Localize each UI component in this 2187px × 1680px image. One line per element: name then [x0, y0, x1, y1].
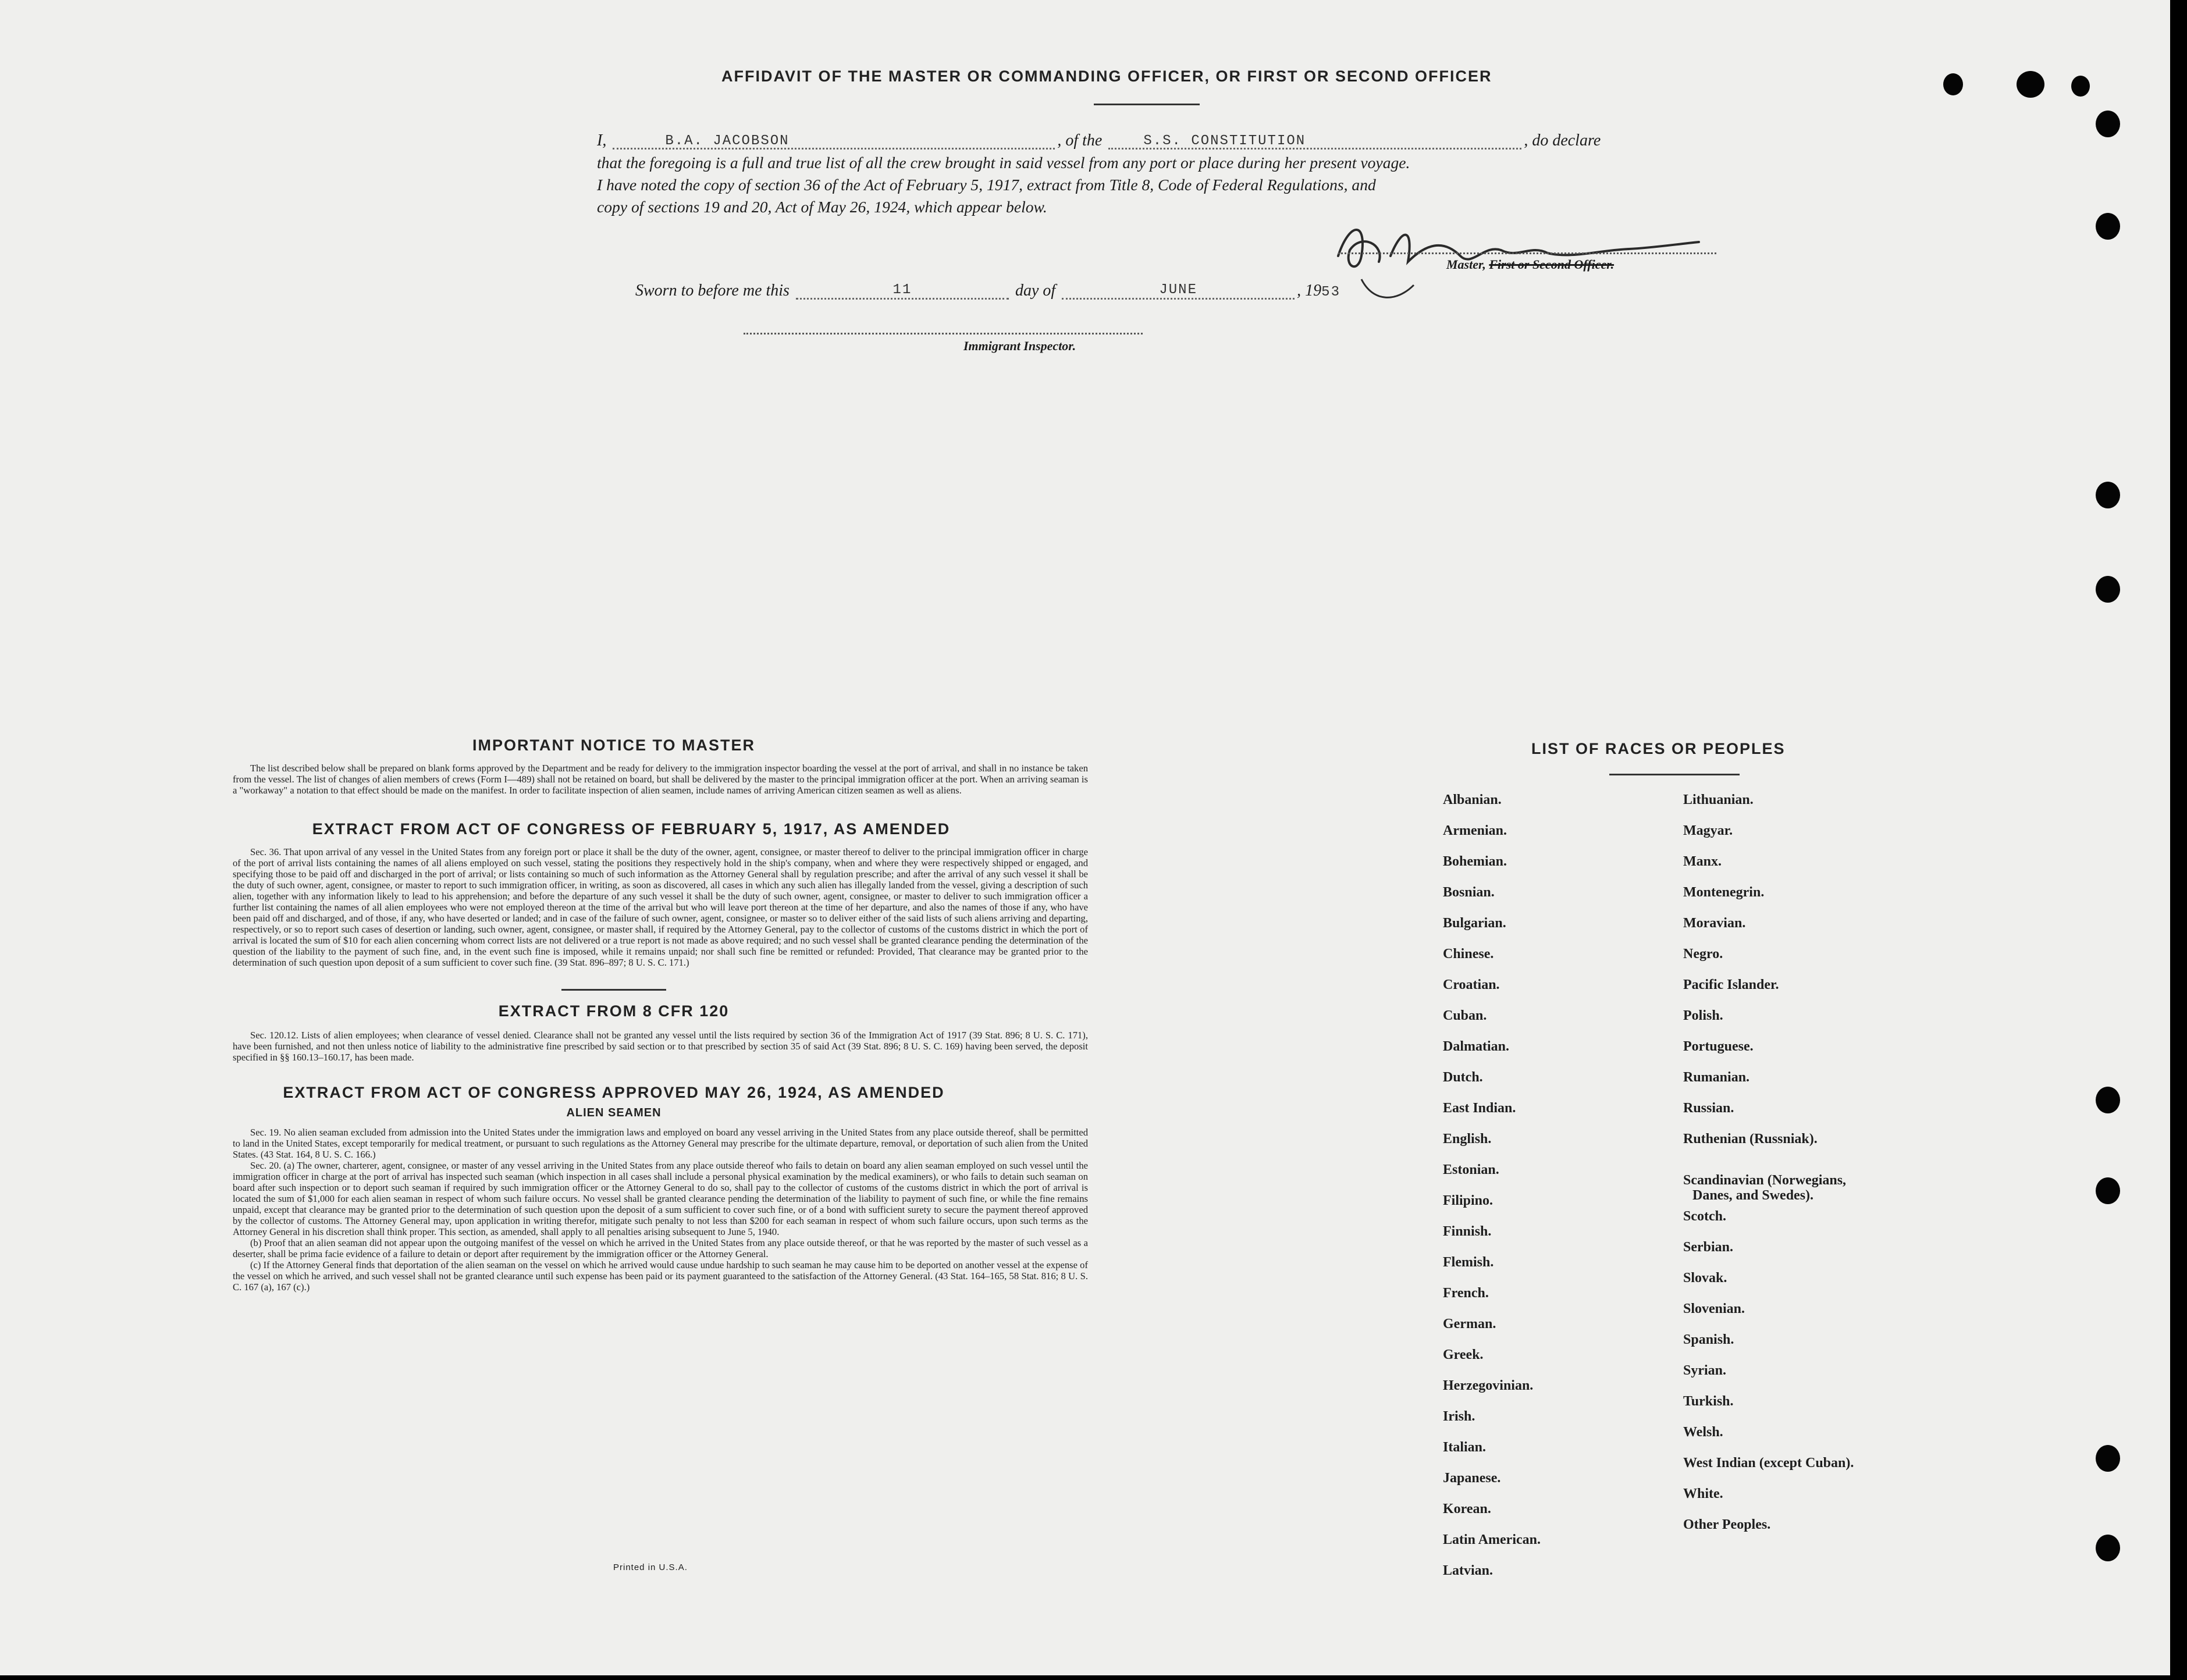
day-of-label: day of: [1015, 282, 1056, 300]
race-item: Filipino.: [1443, 1193, 1493, 1208]
race-item: Serbian.: [1683, 1240, 1734, 1255]
race-item: Korean.: [1443, 1501, 1491, 1517]
vessel-prefix: , of the: [1057, 131, 1103, 150]
punch-hole: [1943, 73, 1963, 95]
cfr-body: Sec. 120.12. Lists of alien employees; when clearance of vessel denied. Clearance shall not be granted any vessel until the lists required by section 36 of the Immigration Act of 1917 (39 Stat. 896; 8 U. S. C. 171), have been furnished, and not then unless notice of liability to the administrative fine prescribed by said section or to that prescribed by section 35 of said Act (39 Stat. 896; 8 U. S. C. 169) having been served, the deposit specified in §§ 160.13–160.17, has been made.: [233, 1030, 1088, 1063]
punch-hole: [2071, 76, 2090, 97]
sworn-year: 53: [1321, 284, 1340, 300]
sworn-day: 11: [892, 282, 912, 298]
races-title: LIST OF RACES OR PEOPLES: [1531, 740, 1786, 757]
race-item: Flemish.: [1443, 1255, 1494, 1270]
printed-in-usa: Printed in U.S.A.: [613, 1562, 688, 1572]
race-item: Bosnian.: [1443, 885, 1495, 900]
punch-hole: [2096, 111, 2120, 137]
race-item: Irish.: [1443, 1409, 1475, 1424]
race-item: Bohemian.: [1443, 854, 1507, 869]
race-item: Herzegovinian.: [1443, 1378, 1534, 1393]
race-item: Slovenian.: [1683, 1301, 1745, 1316]
race-item: Danes, and Swedes).: [1692, 1188, 1814, 1203]
declare-suffix: , do declare: [1524, 131, 1601, 150]
name-field: [613, 129, 1055, 150]
extract-1917-body: Sec. 36. That upon arrival of any vessel in the United States from any foreign port or place it shall be the duty of the owner, agent, consignee, or master thereof to deliver to the principal immigration officer in charge of the port of arrival lists containing the names of all aliens employed on such vessel, stating the positions they respectively hold in the ship's company, when and where they were respectively shipped or engaged, and specifying those to be paid off and discharged in the port of arrival; or lists containing so much of such information as the Attorney General shall by regulation prescribe; and after the arrival of any such vessel it shall be the duty of such owner, agent, consignee, or master to report to such immigration officer, in writing, as soon as discovered, all cases in which any such alien has illegally landed from the vessel, giving a description of such alien, together with any information likely to lead to his apprehension; and before the departure of any such vessel it shall be the duty of such owner, agent, consignee, or master to deliver to such immigration officer a further list containing the names of all alien employees who were not employed thereon at the time of the arrival but who will leave port thereon at the time of her departure, and also the names of those if any, who have been paid off and discharged, and of those, if any, who have deserted or landed; and in case of the failure of such owner, agent, consignee, or master so to deliver either of the said lists of such aliens arriving and departing, respectively, or so to report such cases of desertion or landing, such owner, agent, consignee, or master shall, if required by the Attorney General, pay to the collector of customs of the customs district in which the port of arrival is located the sum of $10 for each alien concerning whom correct lists are not delivered or a true report is not made as above required; and no such vessel shall be granted clearance pending the determination of the question of the liability to the payment of such fine, and, in the event such fine is imposed, while it remains unpaid; nor shall such fine be remitted or refunded: Provided, That clearance may be granted prior to the determination of such question upon deposit of a sum sufficient to cover such fine. (39 Stat. 896–897; 8 U. S. C. 171.): [233, 846, 1088, 968]
races-column-2: [1683, 792, 1854, 1548]
race-item: Lithuanian.: [1683, 792, 1754, 807]
race-item: Croatian.: [1443, 977, 1500, 992]
race-item: Albanian.: [1443, 792, 1502, 807]
punch-hole: [2096, 1087, 2120, 1113]
races-title-underline: [1609, 774, 1740, 775]
race-item: Syrian.: [1683, 1363, 1727, 1378]
affidavit-title: AFFIDAVIT OF THE MASTER OR COMMANDING OFFICER, OR FIRST OR SECOND OFFICER: [721, 67, 1492, 85]
race-item: Moravian.: [1683, 916, 1746, 931]
alien-seamen-subtitle: ALIEN SEAMEN: [566, 1106, 662, 1119]
race-item: Latin American.: [1443, 1532, 1541, 1547]
punch-hole: [2096, 1445, 2120, 1472]
section-20c: (c) If the Attorney General finds that deportation of the alien seaman on the vessel on which he arrived would cause undue hardship to such seaman he may cause him to be deported on another vessel at the expense of the vessel on which he arrived, and such vessel shall not be granted clearance until such expense has been paid or its payment guaranteed to the satisfaction of the Attorney General. (43 Stat. 164–165, 58 Stat. 816; 8 U. S. C. 167 (a), 167 (c).): [233, 1259, 1088, 1293]
punch-hole: [2096, 213, 2120, 240]
sworn-line: [635, 282, 1340, 302]
race-item: Magyar.: [1683, 823, 1733, 838]
race-item: Scandinavian (Norwegians,: [1683, 1173, 1847, 1188]
notice-title: IMPORTANT NOTICE TO MASTER: [472, 736, 755, 754]
extract-1924-title: EXTRACT FROM ACT OF CONGRESS APPROVED MAY 26, 1924, AS AMENDED: [283, 1084, 945, 1101]
section-19: Sec. 19. No alien seaman excluded from admission into the United States under the immigration laws and employed on board any vessel arriving in the United States from any place outside thereof, shall be permitted to land in the United States, except temporarily for medical treatment, or pursuant to such regulations as the Attorney General may prescribe for the ultimate departure, removal, or deportation of such alien from the United States. (43 Stat. 164, 8 U. S. C. 166.): [233, 1127, 1088, 1160]
punch-hole: [2017, 71, 2044, 98]
vessel-field: [1108, 129, 1521, 150]
month-field: [1062, 279, 1295, 300]
cfr-title: EXTRACT FROM 8 CFR 120: [498, 1002, 730, 1020]
race-item: Spanish.: [1683, 1332, 1734, 1347]
signature-line: [1338, 252, 1716, 254]
race-item: Manx.: [1683, 854, 1722, 869]
sworn-prefix: Sworn to before me this: [635, 282, 790, 300]
race-item: French.: [1443, 1286, 1489, 1301]
title-underline: [1094, 104, 1200, 105]
race-item: Greek.: [1443, 1347, 1484, 1362]
day-field: [796, 279, 1009, 300]
race-item: Italian.: [1443, 1440, 1487, 1455]
notice-body: The list described below shall be prepared on blank forms approved by the Department and be ready for delivery to the immigration inspector boarding the vessel at the port of arrival, and shall in no instance be taken from the vessel. The list of changes of alien members of crews (Form I—489) shall not be retained on board, but shall be delivered by the master to the principal immigration officer at the port. When an arriving seaman is a "workaway" a notation to that effect should be made on the manifest. In order to facilitate inspection of alien seamen, include names of arriving American citizen seamen as well as aliens.: [233, 763, 1088, 796]
race-item: Montenegrin.: [1683, 885, 1765, 900]
race-item: Slovak.: [1683, 1270, 1727, 1286]
race-item: Ruthenian (Russniak).: [1683, 1131, 1818, 1147]
section-divider: [561, 989, 666, 991]
race-item: Dutch.: [1443, 1070, 1483, 1085]
race-item: German.: [1443, 1316, 1496, 1332]
inspector-label: Immigrant Inspector.: [963, 339, 1076, 353]
declarant-name: B.A. JACOBSON: [665, 133, 790, 149]
punch-hole: [2096, 1535, 2120, 1561]
struck-officer-label: First or Second Officer.: [1489, 257, 1615, 272]
extract-1924-body: [233, 1127, 1088, 1293]
extract-1917-title: EXTRACT FROM ACT OF CONGRESS OF FEBRUARY 5, 1917, AS AMENDED: [312, 820, 951, 838]
race-item: Turkish.: [1683, 1394, 1734, 1409]
race-item: East Indian.: [1443, 1101, 1516, 1116]
affidavit-line-3: I have noted the copy of section 36 of the Act of February 5, 1917, extract from Title 8, Code of Federal Regulations, and: [597, 176, 1376, 194]
affidavit-line-1: [597, 131, 1708, 152]
race-item: Welsh.: [1683, 1425, 1723, 1440]
year-prefix: , 19: [1297, 282, 1322, 300]
race-item: Portuguese.: [1683, 1039, 1754, 1054]
race-item: Japanese.: [1443, 1471, 1501, 1486]
section-20b: (b) Proof that an alien seaman did not appear upon the outgoing manifest of the vessel on which he arrived in the United States from any place outside thereof, or that he was reported by the master of such vessel as a deserter, shall be prima facie evidence of a failure to detain or deport after requirement by the immigration officer or the Attorney General.: [233, 1237, 1088, 1259]
left-column: [233, 736, 1088, 1293]
race-item: English.: [1443, 1131, 1492, 1147]
race-item: Scotch.: [1683, 1209, 1726, 1224]
race-item: Armenian.: [1443, 823, 1507, 838]
race-item: West Indian (except Cuban).: [1683, 1455, 1854, 1471]
punch-hole: [2096, 482, 2120, 508]
race-item: Rumanian.: [1683, 1070, 1750, 1085]
races-column-1: [1443, 792, 1541, 1594]
race-item: Other Peoples.: [1683, 1517, 1771, 1532]
race-item: Latvian.: [1443, 1563, 1493, 1578]
race-item: Negro.: [1683, 946, 1723, 962]
race-item: White.: [1683, 1486, 1723, 1501]
punch-hole: [2096, 1177, 2120, 1204]
race-item: Polish.: [1683, 1008, 1723, 1023]
master-label: Master,: [1446, 257, 1486, 272]
inspector-line: [744, 333, 1143, 334]
signature-caption: [1446, 257, 1614, 272]
vessel-name: S.S. CONSTITUTION: [1143, 133, 1306, 149]
race-item: Russian.: [1683, 1101, 1734, 1116]
declarant-prefix: I,: [597, 131, 607, 150]
race-item: Finnish.: [1443, 1224, 1492, 1239]
race-item: Dalmatian.: [1443, 1039, 1509, 1054]
race-item: Bulgarian.: [1443, 916, 1506, 931]
race-item: Cuban.: [1443, 1008, 1487, 1023]
section-20a: Sec. 20. (a) The owner, charterer, agent, consignee, or master of any vessel arriving in the United States from any place outside thereof who fails to detain on board any alien seaman employed on such vessel until the immigration officer in charge at the port of arrival has inspected such seaman (which inspection in all cases shall include a personal physical examination by the medical examiners), or who fails to detain such seaman on board after such inspection or to deport such seaman if required by such immigration officer or the Attorney General to do so, shall pay to the collector of customs of the customs district in which the port of arrival is located the sum of $1,000 for each alien seaman in respect of whom such failure occurs. No vessel shall be granted clearance pending the determination of the liability to payment of such fine, or while the fine remains unpaid, except that clearance may be granted prior to the determination of such question upon the deposit of a sum sufficient to cover such fine, or of a bond with sufficient surety to secure the payment thereof approved by the collector of customs. The Attorney General may, upon application in writing therefor, mitigate such penalty to not less than $200 for each seaman in respect of whom such failure occurs, upon such terms as the Attorney General in his discretion shall think proper. This section, as amended, shall apply to all penalties arising subsequent to June 5, 1940.: [233, 1160, 1088, 1237]
affidavit-line-2: that the foregoing is a full and true list of all the crew brought in said vessel from any port or place during her present voyage.: [597, 154, 1410, 172]
affidavit-line-4: copy of sections 19 and 20, Act of May 26, 1924, which appear below.: [597, 198, 1047, 216]
race-item: Pacific Islander.: [1683, 977, 1779, 992]
punch-hole: [2096, 576, 2120, 603]
race-item: Chinese.: [1443, 946, 1494, 962]
race-item: Estonian.: [1443, 1162, 1499, 1177]
sworn-month: JUNE: [1159, 282, 1197, 298]
